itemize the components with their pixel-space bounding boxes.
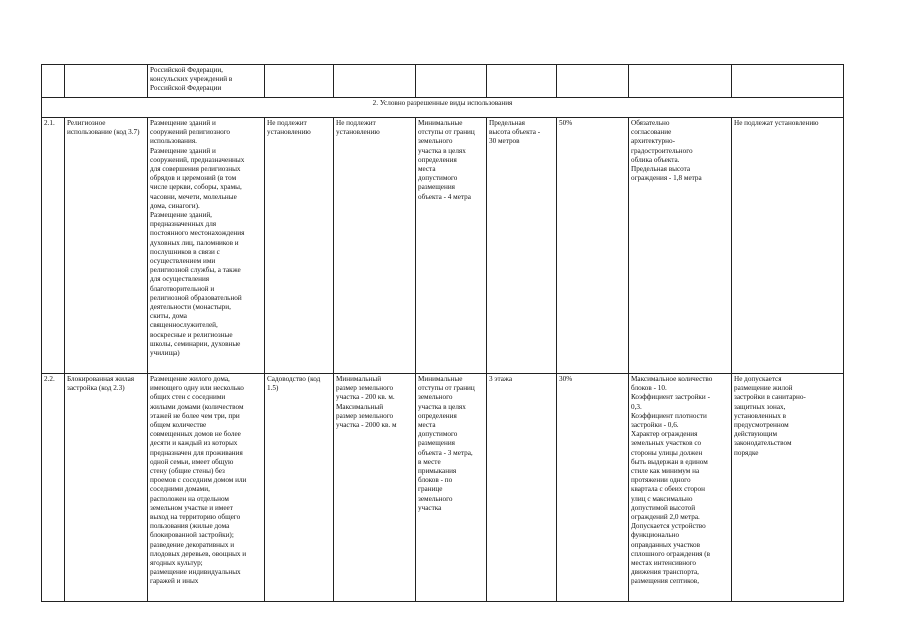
use-name-cell xyxy=(65,65,148,98)
coverage-cell: 50% xyxy=(557,118,629,374)
plot-area-cell xyxy=(334,65,416,98)
row-number-cell: 2.2. xyxy=(42,374,65,602)
use-description-cell: Размещение зданий и сооружений религиозного использования. Размещение зданий и сооружений, предназначенных для совершения религиозных обрядов и церемоний (в том числе церкви, соборы, храмы, часовни, мечети, молельные дома, синагоги). Размещение зданий, предназначенных для постоянного местонахождения духовных лиц, паломников и послушников в связи с осуществлением ими религиозной службы, а также для осуществления благотворительной и религиозной образовательной деятельности (монастыри, скиты, дома священнослужителей, воскресные и религиозные школы, семинарии, духовные училища) xyxy=(148,118,265,374)
coverage-cell xyxy=(557,65,629,98)
section-heading-row xyxy=(42,98,844,118)
plot-area-cell: Не подлежит установлению xyxy=(334,118,416,374)
section-heading: 2. Условно разрешенные виды использования xyxy=(42,98,844,118)
use-name-cell: Блокированная жилая застройка (код 2.3) xyxy=(65,374,148,602)
use-description-cell: Размещение жилого дома, имеющего одну или несколько общих стен с соседними жилыми домами (количеством этажей не более чем три, при общем количестве совмещенных домов не более десяти и каждый из которых предназначен для проживания одной семьи, имеет общую стену (общие стены) без проемов с соседним домом или соседними домами, расположен на отдельном земельном участке и имеет выход на территорию общего пользования (жилые дома блокированной застройки); разведение декоративных и плодовых деревьев, овощных и ягодных культур; размещение индивидуальных гаражей и иных xyxy=(148,374,265,602)
row-number-cell: 2.1. xyxy=(42,118,65,374)
setback-cell: Минимальные отступы от границ земельного участка в целях определения места допустимого размещения объекта - 4 метра xyxy=(416,118,487,374)
auxiliary-use-cell: Садоводство (код 1.5) xyxy=(265,374,334,602)
height-cell xyxy=(487,65,557,98)
height-cell: 3 этажа xyxy=(487,374,557,602)
row-number-cell xyxy=(42,65,65,98)
table-row xyxy=(42,374,844,602)
land-use-table xyxy=(41,64,844,602)
zouit-cell xyxy=(732,65,844,98)
restrictions-cell: Обязательно согласование архитектурно- градостроительного облика объекта. Предельная высота ограждения - 1,8 метра xyxy=(629,118,732,374)
coverage-cell: 30% xyxy=(557,374,629,602)
zouit-cell: Не подлежат установлению xyxy=(732,118,844,374)
setback-cell: Минимальные отступы от границ земельного участка в целях определения места допустимого размещения объекта - 3 метра, в месте примыкания блоков - по границе земельного участка xyxy=(416,374,487,602)
use-description-cell: Российской Федерации, консульских учреждений в Российской Федерации xyxy=(148,65,265,98)
setback-cell xyxy=(416,65,487,98)
plot-area-cell: Минимальный размер земельного участка - 200 кв. м. Максимальный размер земельного участка - 2000 кв. м xyxy=(334,374,416,602)
restrictions-cell: Максимальное количество блоков - 10. Коэффициент застройки - 0,3. Коэффициент плотности застройки - 0,6. Характер ограждения земельных участков со стороны улицы должен быть выдержан в едином стиле как минимум на протяжении одного квартала с обеих сторон улиц с максимально допустимой высотой ограждений 2,0 метра. Допускается устройство функционально оправданных участков сплошного ограждения (в местах интенсивного движения транспорта, размещения септиков, xyxy=(629,374,732,602)
auxiliary-use-cell xyxy=(265,65,334,98)
table-row xyxy=(42,118,844,374)
table-row xyxy=(42,65,844,98)
use-name-cell: Религиозное использование (код 3.7) xyxy=(65,118,148,374)
restrictions-cell xyxy=(629,65,732,98)
zouit-cell: Не допускается размещение жилой застройки в санитарно- защитных зонах, установленных в предусмотренном действующим законодательством порядке xyxy=(732,374,844,602)
height-cell: Предельная высота объекта - 30 метров xyxy=(487,118,557,374)
auxiliary-use-cell: Не подлежит установлению xyxy=(265,118,334,374)
